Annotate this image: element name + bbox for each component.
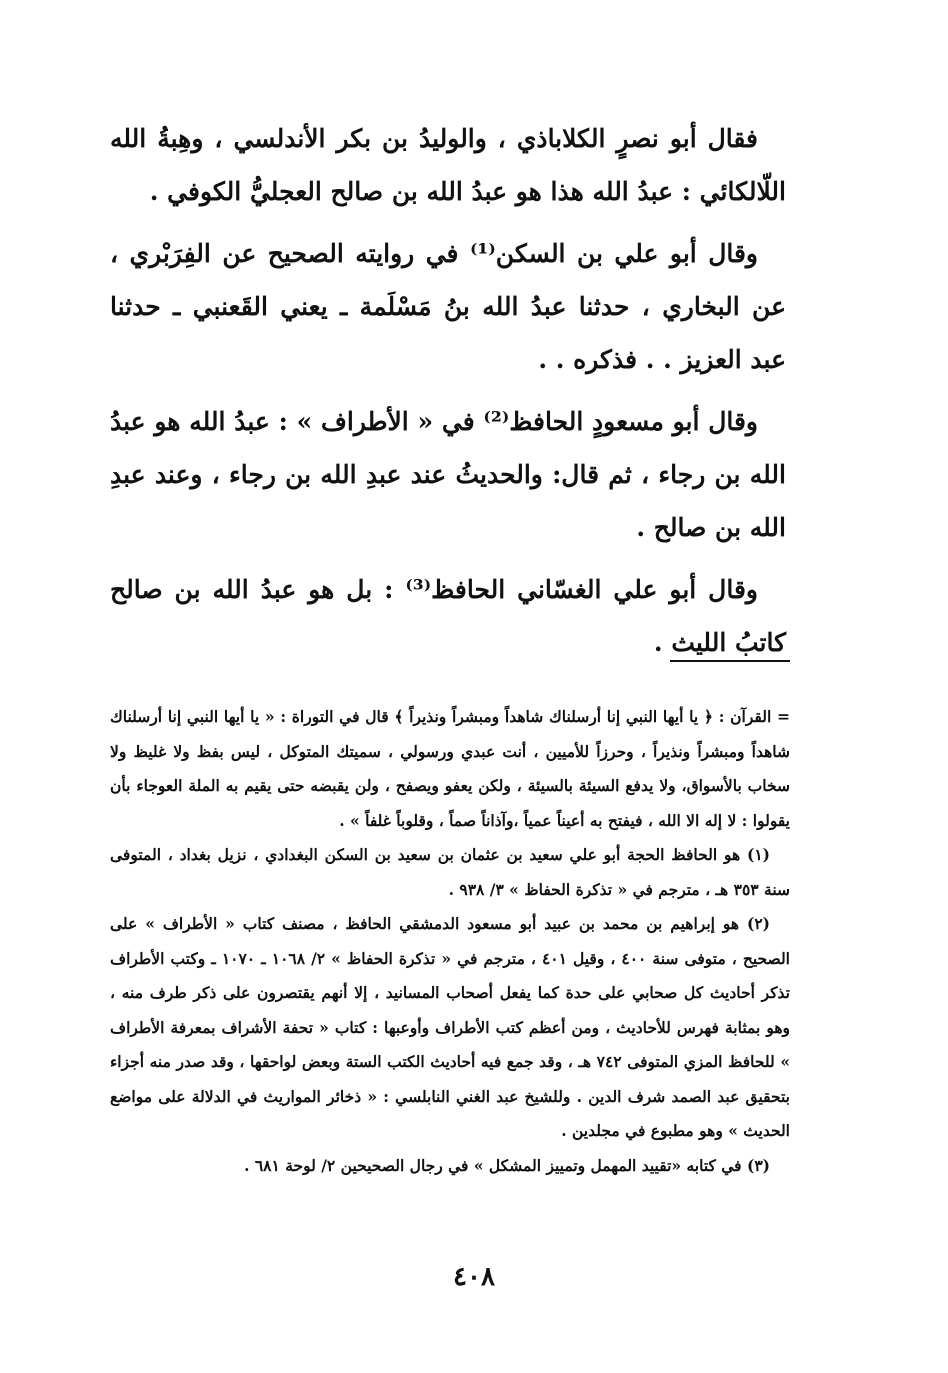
footnote-2: (٢) هو إبراهيم بن محمد بن عبيد أبو مسعود الدمشقي الحافظ ، مصنف كتاب « الأطراف » على الصحيح ، متوفى سنة ٤٠٠ ، وقيل ٤٠١ ، مترجم في « تذكرة الحفاظ » ٢/ ١٠٦٨ ـ ١٠٧٠ ـ وكتب الأطراف تذكر أحاديث كل صحابي على حدة كما يفعل أصحاب المسانيد ، إلا أنهم يقتصرون على ذكر طرف منه ، وهو بمثابة فهرس للأحاديث ، ومن أعظم كتب الأطراف وأوعبها : كتاب « تحفة الأشراف بمعرفة الأطراف » للحافظ المزي المتوفى ٧٤٢ هـ ، وقد جمع فيه أحاديث الكتب الستة وبعض لواحقها ، وقد صدر منه أجزاء بتحقيق عبد الصمد شرف الدين . وللشيخ عبد الغني النابلسي : « ذخائر المواريث في الدلالة على مواضع الحديث » وهو مطبوع في مجلدين . — [110, 914, 791, 1140]
main-text — [110, 112, 786, 678]
footnote-continuation: = القرآن : ﴿ يا أيها النبي إنا أرسلناك شاهداً ومبشراً ونذيراً ﴾ قال في التوراة : « يا أيها النبي إنا أرسلناك شاهداً ومبشراً ونذيراً ، وحرزاً للأميين ، أنت عبدي ورسولي ، سميتك المتوكل ، ليس بفظ ولا غليظ ولا سخاب بالأسواق، ولا يدفع السيئة بالسيئة ، ولكن يعفو ويصفح ، ولن يقبضه حتى يقيم به الملة العوجاء بأن يقولوا : لا إله الا الله ، فيفتح به أعيناً عمياً ،وآذاناً صماً ، وقلوباً غلفاً » . — [110, 707, 790, 830]
paragraph-4: وقال أبو علي الغسّاني الحافظ⁽³⁾ : بل هو عبدُ الله بن صالح كاتبُ الليث . — [110, 575, 786, 657]
paragraph-3: وقال أبو مسعودٍ الحافظ⁽²⁾ في « الأطراف » : عبدُ الله هو عبدُ الله بن رجاء ، ثم قال: والحديثُ عند عبدِ الله بن رجاء ، وعند عبدِ الله بن صالح . — [110, 407, 786, 542]
paragraph-1: فقال أبو نصرٍ الكلاباذي ، والوليدُ بن بكر الأندلسي ، وهِبةُ الله اللّالكائي : عبدُ الله هذا هو عبدُ الله بن صالح العجليُّ الكوفي . — [110, 124, 786, 206]
footnote-3: (٣) في كتابه «تقييد المهمل وتمييز المشكل » في رجال الصحيحين ٢/ لوحة ٦٨١ . — [244, 1155, 770, 1175]
footnotes — [110, 700, 790, 1183]
page-number: ٤٠٨ — [453, 1262, 495, 1292]
footnote-separator — [670, 660, 790, 662]
footnote-1: (١) هو الحافظ الحجة أبو علي سعيد بن عثمان بن سعيد بن السكن البغدادي ، نزيل بغداد ، المتوفى سنة ٣٥٣ هـ ، مترجم في « تذكرة الحفاظ » ٣/ ٩٣٨ . — [110, 845, 790, 899]
paragraph-2: وقال أبو علي بن السكن⁽¹⁾ في روايته الصحيح عن الفِرَبْري ، عن البخاري ، حدثنا عبدُ الله بنُ مَسْلَمة ـ يعني القَعنبي ـ حدثنا عبد العزيز . . فذكره . . — [110, 239, 786, 374]
